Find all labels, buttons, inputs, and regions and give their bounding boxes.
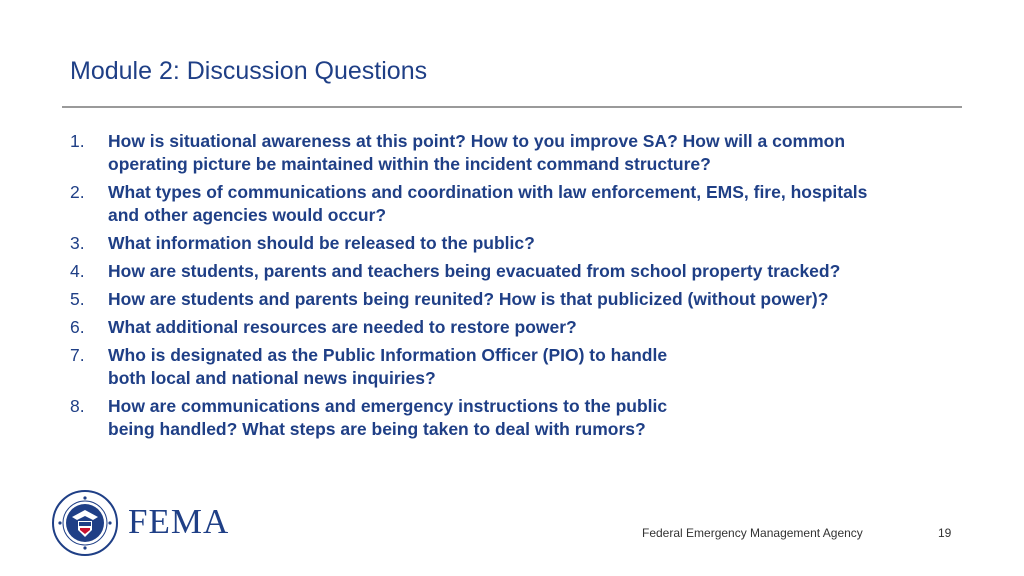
dhs-seal-icon: [52, 490, 118, 556]
question-number: 7.: [70, 345, 85, 365]
question-5: [70, 288, 970, 311]
question-list: [70, 130, 970, 441]
fema-wordmark: FEMA: [128, 502, 230, 541]
question-number: 5.: [70, 289, 85, 309]
question-number: 4.: [70, 261, 85, 281]
question-text: operating picture be maintained within the incident command structure?: [108, 154, 711, 174]
question-3: [70, 232, 970, 255]
question-2: [70, 181, 970, 227]
question-number: 3.: [70, 233, 85, 253]
question-4: [70, 260, 970, 283]
slide-title: Module 2: Discussion Questions: [70, 57, 428, 85]
fema-logo: [52, 490, 252, 560]
question-7: [70, 344, 970, 390]
question-number: 2.: [70, 182, 85, 202]
question-text: Who is designated as the Public Information Officer (PIO) to handle: [108, 345, 668, 365]
agency-name: Federal Emergency Management Agency: [642, 526, 863, 540]
question-1: [70, 130, 970, 176]
question-text: How are communications and emergency instructions to the public: [108, 396, 668, 416]
question-text: What information should be released to the public?: [108, 233, 535, 253]
title-divider: [62, 106, 962, 108]
question-text: How are students, parents and teachers being evacuated from school property tracked?: [108, 261, 841, 281]
question-text: What additional resources are needed to restore power?: [108, 317, 577, 337]
question-number: 1.: [70, 131, 85, 151]
question-text: being handled? What steps are being taken to deal with rumors?: [108, 419, 646, 439]
question-text: How is situational awareness at this point? How to you improve SA? How will a common: [108, 131, 846, 151]
question-text: both local and national news inquiries?: [108, 368, 436, 388]
page-number: 19: [938, 526, 952, 540]
question-8: [70, 395, 970, 441]
question-number: 8.: [70, 396, 85, 416]
question-text: and other agencies would occur?: [108, 205, 387, 225]
question-number: 6.: [70, 317, 85, 337]
question-6: [70, 316, 970, 339]
question-text: How are students and parents being reunited? How is that publicized (without power)?: [108, 289, 829, 309]
question-text: What types of communications and coordination with law enforcement, EMS, fire, hospitals: [108, 182, 868, 202]
